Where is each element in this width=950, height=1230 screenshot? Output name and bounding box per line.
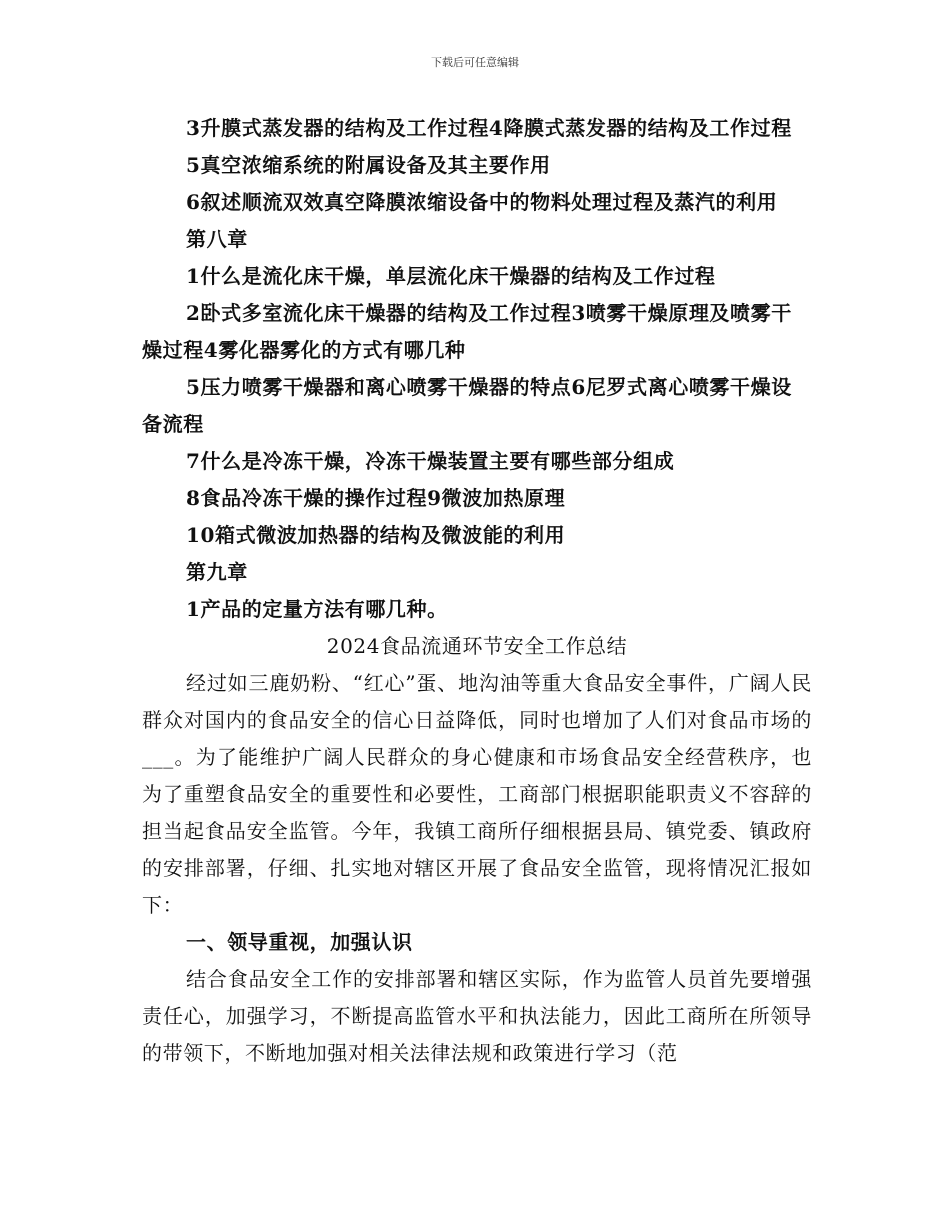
question-item: 3升膜式蒸发器的结构及工作过程4降膜式蒸发器的结构及工作过程 [186,116,792,140]
article-paragraph: 结合食品安全工作的安排部署和辖区实际，作为监管人员首先要增强责任心，加强学习，不断提高监管水平和执法能力，因此工商所在所领导的带领下，不断地加强对相关法律法规和政策进行学习（范 [142,967,812,1065]
header-note: 下载后可任意编辑 [431,56,519,69]
article-title: 2024食品流通环节安全工作总结 [326,634,628,658]
question-item: 2卧式多室流化床干燥器的结构及工作过程3喷雾干燥原理及喷雾干燥过程4雾化器雾化的方式有哪几种 [142,301,792,362]
chapter-heading: 第九章 [186,560,248,584]
article-paragraph: 经过如三鹿奶粉、“红心”蛋、地沟油等重大食品安全事件，广阔人民群众对国内的食品安全的信心日益降低，同时也增加了人们对食品市场的___。为了能维护广阔人民群众的身心健康和市场食品安全经营秩序，也为了重塑食品安全的重要性和必要性，工商部门根据职能职责义不容辞的担当起食品安全监管。今年，我镇工商所仔细根据县局、镇党委、镇政府的安排部署，仔细、扎实地对辖区开展了食品安全监管，现将情况汇报如下： [142,671,812,917]
question-item: 5压力喷雾干燥器和离心喷雾干燥器的特点6尼罗式离心喷雾干燥设备流程 [142,375,792,436]
question-item: 10箱式微波加热器的结构及微波能的利用 [186,523,566,547]
document-body [142,110,812,1072]
section-heading: 一、领导重视，加强认识 [186,930,413,954]
question-item: 8食品冷冻干燥的操作过程9微波加热原理 [186,486,566,510]
question-item: 6叙述顺流双效真空降膜浓缩设备中的物料处理过程及蒸汽的利用 [186,190,778,214]
question-item: 5真空浓缩系统的附属设备及其主要作用 [186,153,551,177]
question-item: 7什么是冷冻干燥，冷冻干燥装置主要有哪些部分组成 [186,449,675,473]
question-item: 1什么是流化床干燥，单层流化床干燥器的结构及工作过程 [186,264,716,288]
chapter-heading: 第八章 [186,227,248,251]
question-item: 1产品的定量方法有哪几种。 [186,597,448,621]
